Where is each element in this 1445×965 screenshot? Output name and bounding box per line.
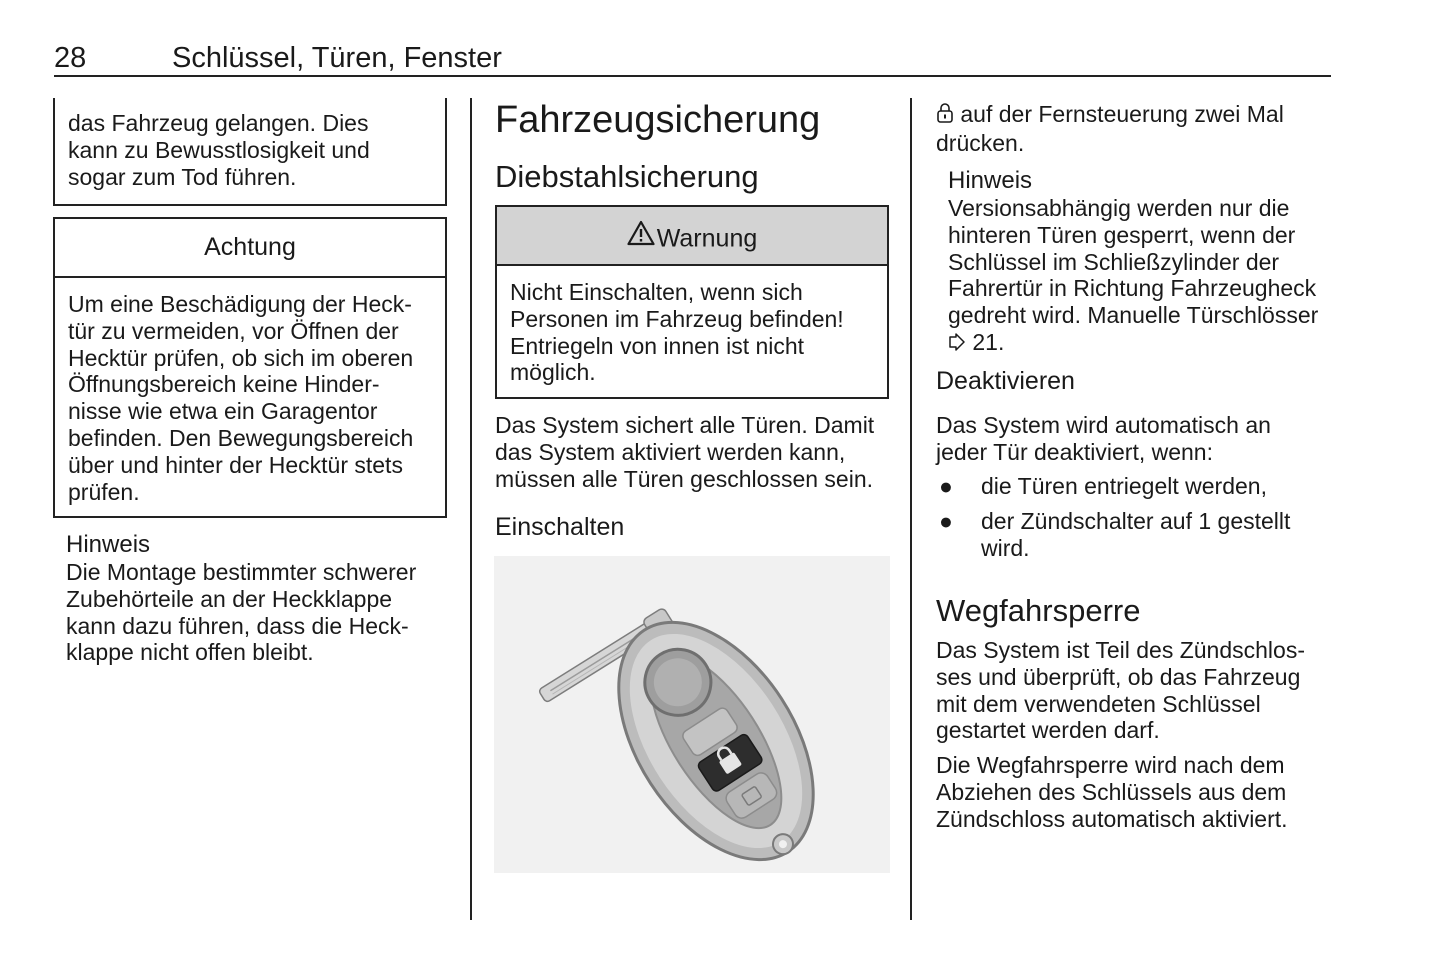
- text-line: das Fahrzeug gelangen. Dies: [68, 110, 369, 136]
- text-line: Zündschloss automatisch aktiviert.: [936, 805, 1288, 832]
- caution-box-header: [55, 219, 445, 278]
- bullet-icon: ●: [939, 473, 953, 499]
- page-reference-icon: [948, 330, 966, 357]
- text-line: Um eine Beschädigung der Heck-: [68, 291, 412, 317]
- immobilizer-paragraph-2: [936, 752, 1288, 832]
- page-reference-text[interactable]: 21.: [966, 328, 1005, 355]
- header-rule: [54, 75, 1331, 77]
- text-line: Personen im Fahrzeug befinden!: [510, 305, 844, 332]
- text-line: wird.: [981, 534, 1030, 561]
- warning-continuation-box: [53, 98, 447, 206]
- key-fob-figure: [494, 556, 890, 873]
- text-line: jeder Tür deaktiviert, wenn:: [936, 438, 1213, 465]
- warning-text: [497, 266, 887, 386]
- page-title: Schlüssel, Türen, Fenster: [172, 42, 502, 74]
- car-key-fob-image: [494, 556, 890, 873]
- heading-wegfahrsperre: Wegfahrsperre: [936, 593, 1141, 628]
- warning-title: Warnung: [656, 224, 758, 253]
- warning-box-header: [497, 207, 887, 266]
- text-line: befinden. Den Bewegungsbereich: [68, 424, 414, 451]
- page-number: 28: [54, 42, 87, 74]
- heading-deaktivieren: Deaktivieren: [936, 367, 1075, 395]
- text-line: nisse wie etwa ein Garagentor: [68, 398, 378, 425]
- caution-text: [55, 278, 445, 505]
- text-line: Hecktür prüfen, ob sich im oberen: [68, 344, 414, 371]
- system-paragraph: [495, 412, 874, 492]
- lock-icon: [936, 102, 954, 130]
- remote-instruction: [936, 101, 1284, 157]
- warning-triangle-icon: [627, 208, 655, 268]
- right-note: [948, 167, 1318, 357]
- section-heading-fahrzeugsicherung: Fahrzeugsicherung: [495, 99, 821, 141]
- deactivate-list: [936, 473, 1331, 561]
- text-line: über und hinter der Hecktür stets: [68, 451, 403, 478]
- text-line: Nicht Einschalten, wenn sich: [510, 279, 803, 305]
- text-line: [936, 101, 1284, 130]
- left-note: [66, 531, 416, 666]
- text-line: Öffnungsbereich keine Hinder-: [68, 371, 380, 398]
- text-line: kann dazu führen, dass die Heck-: [66, 612, 409, 639]
- text-line: Versionsabhängig werden nur die: [948, 195, 1290, 221]
- list-item: [936, 508, 1331, 562]
- text-line: tür zu vermeiden, vor Öffnen der: [68, 317, 399, 344]
- bullet-icon: ●: [939, 507, 953, 534]
- text-line: gedreht wird. Manuelle Türschlösser: [948, 302, 1319, 329]
- deactivate-paragraph: [936, 412, 1271, 466]
- text-line: Die Montage bestimmter schwerer: [66, 559, 417, 585]
- text-line: der Zündschalter auf 1 gestellt: [981, 507, 1291, 534]
- text-line: die Türen entriegelt werden,: [981, 473, 1267, 499]
- text-line: mit dem verwendeten Schlüssel: [936, 690, 1261, 717]
- heading-einschalten: Einschalten: [495, 513, 625, 541]
- text-line: gestartet werden darf.: [936, 717, 1160, 744]
- text-line: das System aktiviert werden kann,: [495, 438, 846, 465]
- text-line: Das System wird automatisch an: [936, 412, 1271, 438]
- text-line: Schlüssel im Schließzylinder der: [948, 248, 1280, 275]
- text-line: drücken.: [936, 129, 1025, 156]
- caution-title: Achtung: [204, 233, 296, 261]
- text-line: Das System ist Teil des Zündschlos-: [936, 637, 1305, 663]
- text-line: möglich.: [510, 359, 596, 386]
- text-line: Abziehen des Schlüssels aus dem: [936, 778, 1287, 805]
- note-label: Hinweis: [948, 167, 1033, 194]
- subheading-diebstahlsicherung: Diebstahlsicherung: [495, 159, 759, 194]
- text-line: hinteren Türen gesperrt, wenn der: [948, 221, 1296, 248]
- caution-box: [53, 217, 447, 518]
- text-line: Die Wegfahrsperre wird nach dem: [936, 752, 1285, 778]
- text-line: müssen alle Türen geschlossen sein.: [495, 465, 874, 492]
- list-item: [936, 473, 1331, 500]
- text-line: Das System sichert alle Türen. Damit: [495, 412, 875, 438]
- text-line: kann zu Bewusstlosigkeit und: [68, 136, 370, 163]
- column-divider-left: [470, 98, 472, 920]
- remote-instruction-line1: auf der Fernsteuerung zwei Mal: [954, 101, 1284, 127]
- note-label: Hinweis: [66, 531, 151, 558]
- text-line: Fahrertür in Richtung Fahrzeugheck: [948, 275, 1317, 302]
- text-line: Entriegeln von innen ist nicht: [510, 332, 805, 359]
- warning-box: [495, 205, 889, 399]
- text-line: klappe nicht offen bleibt.: [66, 639, 314, 666]
- text-line: ses und überprüft, ob das Fahrzeug: [936, 663, 1301, 690]
- column-divider-right: [910, 98, 912, 920]
- text-line: [948, 329, 1318, 357]
- text-line: Zubehörteile an der Heckklappe: [66, 585, 393, 612]
- immobilizer-paragraph-1: [936, 637, 1305, 744]
- text-line: sogar zum Tod führen.: [68, 163, 297, 190]
- text-line: prüfen.: [68, 478, 140, 505]
